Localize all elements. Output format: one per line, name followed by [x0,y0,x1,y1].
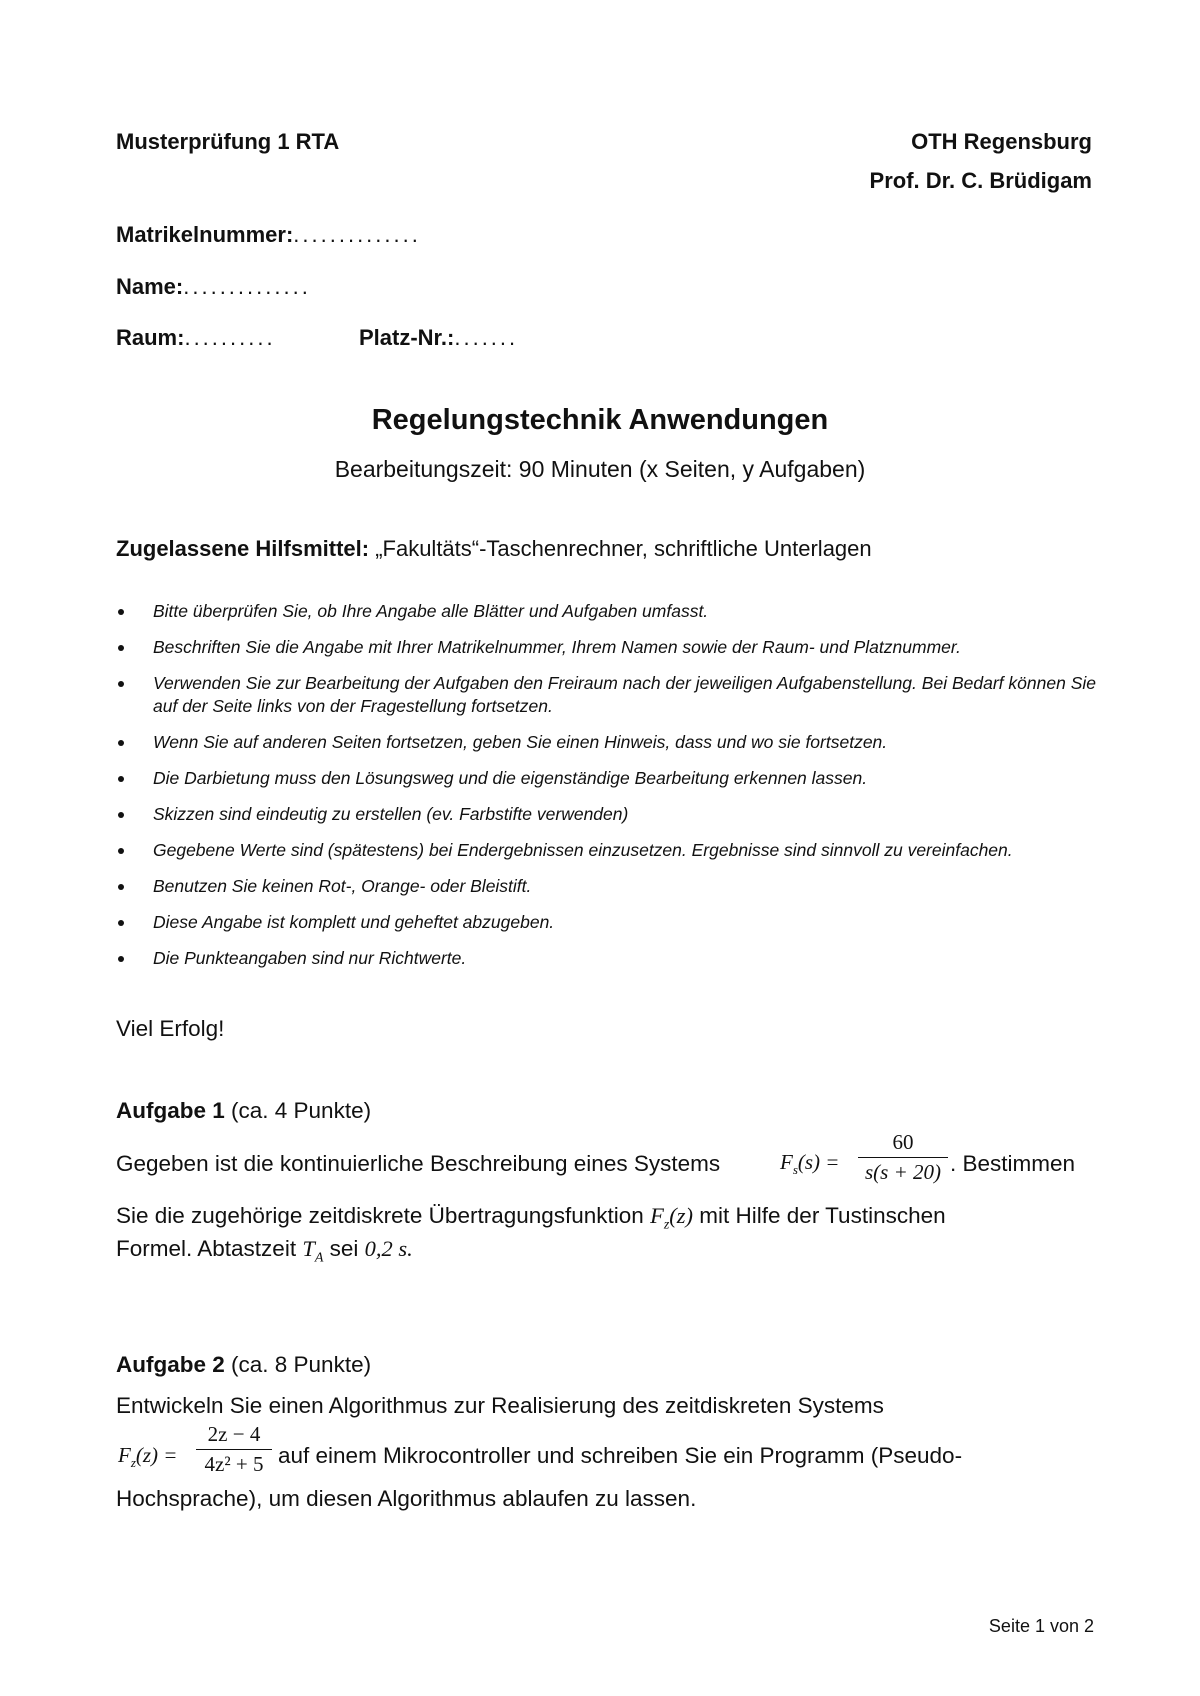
task1-line3-b: sei [323,1236,365,1261]
exam-header-left: Musterprüfung 1 RTA [116,129,340,154]
aids-text: „Fakultäts“-Taschenrechner, schriftliche Unterlagen [369,536,872,561]
matrikel-dots: .............. [293,222,421,247]
platz-label: Platz-Nr.: [359,325,455,350]
task1-line2-b: mit Hilfe der Tustinschen [693,1203,946,1228]
task2-fraction [196,1422,272,1477]
task1-denominator: s(s + 20) [864,1160,941,1184]
task2-points: (ca. 8 Punkte) [224,1352,372,1377]
task2-formula-lhs [118,1443,177,1471]
task2-line3: Hochsprache), um diesen Algorithmus ablaufen zu lassen. [116,1486,697,1511]
task1-heading [116,1098,371,1124]
exam-title: Regelungstechnik Anwendungen [371,404,829,436]
instruction-item: Beschriften Sie die Angabe mit Ihrer Matrikelnummer, Ihrem Namen sowie der Raum- und Platznummer. [116,636,1096,659]
task2-f-arg: (z) = [135,1443,178,1467]
task2-line1: Entwickeln Sie einen Algorithmus zur Realisierung des zeitdiskreten Systems [116,1393,884,1418]
task1-sample-time: 0,2 s. [364,1236,413,1261]
aids-line [116,536,872,562]
institution-name: OTH Regensburg [911,129,1092,154]
task1-line3 [116,1236,413,1267]
raum-dots: .......... [184,325,276,350]
instruction-item: Die Punkteangaben sind nur Richtwerte. [116,947,1096,970]
fraction-bar [858,1157,948,1158]
task2-f-symbol: F [118,1443,131,1467]
instruction-item: Gegebene Werte sind (spätestens) bei Endergebnissen einzusetzen. Ergebnisse sind sinnvoll zu vereinfachen. [116,839,1096,862]
task2-f-subscript: z [130,1455,136,1471]
name-field [116,274,311,300]
instruction-item: Verwenden Sie zur Bearbeitung der Aufgaben den Freiraum nach der jeweiligen Aufgabenstellung. Bei Bedarf können Sie auf der Seite links von der Fragestellung fortsetzen. [116,672,1096,718]
task2-numerator: 2z − 4 [207,1422,261,1446]
task1-line2 [116,1203,946,1234]
task2-line2-end: auf einem Mikrocontroller und schreiben Sie ein Programm (Pseudo- [278,1443,963,1468]
task1-ta-subscript: A [314,1250,324,1266]
task1-line2-a: Sie die zugehörige zeitdiskrete Übertragungsfunktion [116,1203,651,1228]
matrikel-field [116,222,421,248]
instruction-item: Diese Angabe ist komplett und geheftet abzugeben. [116,911,1096,934]
instruction-item: Wenn Sie auf anderen Seiten fortsetzen, geben Sie einen Hinweis, dass und wo sie fortsetzen. [116,731,1096,754]
task1-fz-symbol: F [650,1203,664,1228]
task1-numerator: 60 [892,1130,914,1154]
name-dots: .............. [183,274,311,299]
task1-formula-lhs [780,1150,839,1178]
exam-subtitle: Bearbeitungszeit: 90 Minuten (x Seiten, y Aufgaben) [334,456,866,482]
task1-fz-subscript: z [663,1217,670,1233]
fraction-bar [196,1449,272,1450]
task1-fraction [858,1130,948,1185]
task1-label: Aufgabe 1 [116,1098,225,1123]
instruction-item: Die Darbietung muss den Lösungsweg und die eigenständige Bearbeitung erkennen lassen. [116,767,1096,790]
instruction-item: Skizzen sind eindeutig zu erstellen (ev. Farbstifte verwenden) [116,803,1096,826]
task1-fz-arg: (z) [669,1203,694,1228]
matrikel-label: Matrikelnummer: [116,222,294,247]
raum-field [116,325,276,351]
task1-ta-symbol: T [302,1236,315,1261]
task1-line3-a: Formel. Abtastzeit [116,1236,303,1261]
closing-text: Viel Erfolg! [116,1016,225,1041]
instruction-list [116,600,1096,983]
aids-label: Zugelassene Hilfsmittel: [116,536,370,561]
platz-field [359,325,518,351]
task1-f-symbol: F [780,1150,793,1174]
raum-label: Raum: [116,325,185,350]
page-number: Seite 1 von 2 [988,1616,1094,1636]
name-label: Name: [116,274,184,299]
task1-line1-start: Gegeben ist die kontinuierliche Beschreibung eines Systems [116,1151,721,1176]
professor-name: Prof. Dr. C. Brüdigam [869,168,1092,193]
task1-points: (ca. 4 Punkte) [224,1098,372,1123]
task1-line1-end: . Bestimmen [950,1151,1076,1176]
task1-f-subscript: s [792,1162,798,1178]
task2-denominator: 4z² + 5 [204,1452,264,1476]
platz-dots: ....... [454,325,519,350]
task2-label: Aufgabe 2 [116,1352,225,1377]
task1-f-arg: (s) = [797,1150,840,1174]
instruction-item: Bitte überprüfen Sie, ob Ihre Angabe alle Blätter und Aufgaben umfasst. [116,600,1096,623]
instruction-item: Benutzen Sie keinen Rot-, Orange- oder Bleistift. [116,875,1096,898]
task2-heading [116,1352,371,1378]
